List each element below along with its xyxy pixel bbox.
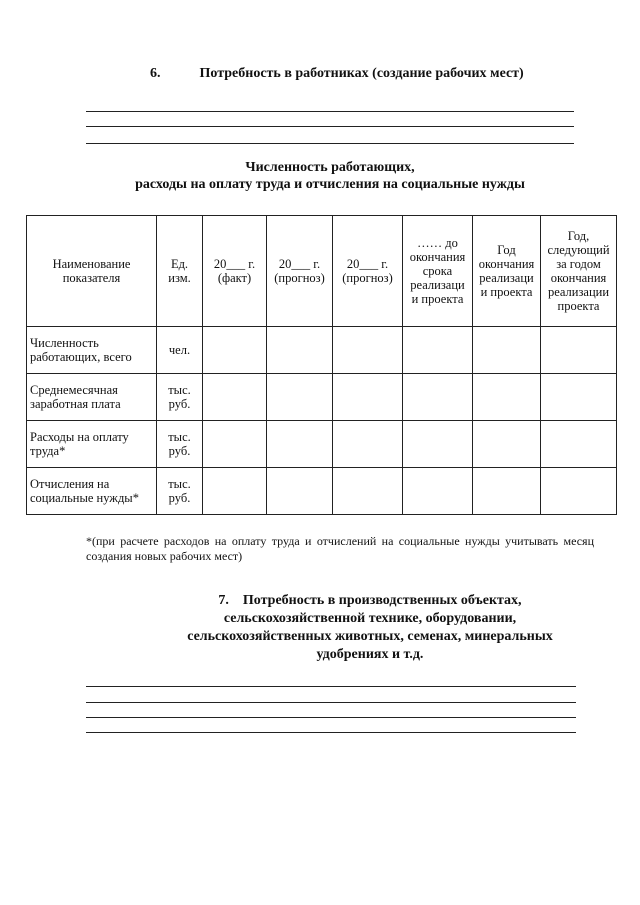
section-6-text: Потребность в работниках (создание рабочих мест) bbox=[199, 66, 524, 81]
value-cell[interactable] bbox=[473, 421, 541, 468]
table-row bbox=[27, 468, 617, 515]
row-unit: тыс. руб. bbox=[157, 374, 203, 421]
fill-line[interactable] bbox=[86, 702, 576, 703]
section-7-line-4: удобрениях и т.д. bbox=[316, 647, 424, 662]
header-indicator-name: Наименование показателя bbox=[27, 216, 157, 327]
row-label: Отчисления на социальные нужды* bbox=[27, 468, 157, 515]
value-cell[interactable] bbox=[333, 374, 403, 421]
fill-line[interactable] bbox=[86, 111, 574, 112]
fill-line[interactable] bbox=[86, 126, 574, 127]
value-cell[interactable] bbox=[267, 468, 333, 515]
section-7-line-3: сельскохозяйственных животных, семенах, минеральных bbox=[187, 629, 553, 644]
table-footnote: *(при расчете расходов на оплату труда и отчислений на социальные нужды учитывать месяц создания новых рабочих мест) bbox=[86, 534, 594, 563]
row-unit: тыс. руб. bbox=[157, 421, 203, 468]
value-cell[interactable] bbox=[203, 327, 267, 374]
section-7-line-2: сельскохозяйственной технике, оборудовании, bbox=[223, 611, 517, 626]
value-cell[interactable] bbox=[333, 327, 403, 374]
value-cell[interactable] bbox=[203, 421, 267, 468]
value-cell[interactable] bbox=[403, 374, 473, 421]
row-label: Расходы на оплату труда* bbox=[27, 421, 157, 468]
value-cell[interactable] bbox=[473, 468, 541, 515]
value-cell[interactable] bbox=[203, 468, 267, 515]
value-cell[interactable] bbox=[473, 374, 541, 421]
header-project-end-year: Год окончания реализаци и проекта bbox=[473, 216, 541, 327]
header-until-project-end: …… до окончания срока реализаци и проекта bbox=[403, 216, 473, 327]
header-year-fact: 20___ г. (факт) bbox=[203, 216, 267, 327]
row-unit: чел. bbox=[157, 327, 203, 374]
table-heading-line-1: Численность работающих, bbox=[245, 160, 415, 175]
table-heading bbox=[80, 159, 580, 193]
fill-line[interactable] bbox=[86, 686, 576, 687]
row-label: Численность работающих, всего bbox=[27, 327, 157, 374]
section-6-number: 6. bbox=[150, 66, 161, 81]
value-cell[interactable] bbox=[541, 374, 617, 421]
table-heading-line-2: расходы на оплату труда и отчисления на социальные нужды bbox=[135, 177, 525, 192]
value-cell[interactable] bbox=[403, 327, 473, 374]
table-row bbox=[27, 421, 617, 468]
header-year-after-project-end: Год, следующий за годом окончания реализации проекта bbox=[541, 216, 617, 327]
header-year-forecast-1: 20___ г. (прогноз) bbox=[267, 216, 333, 327]
table-row bbox=[27, 374, 617, 421]
value-cell[interactable] bbox=[541, 421, 617, 468]
header-unit: Ед. изм. bbox=[157, 216, 203, 327]
section-7-line-1 bbox=[140, 592, 600, 610]
section-7-number: 7. bbox=[218, 593, 229, 608]
value-cell[interactable] bbox=[203, 374, 267, 421]
value-cell[interactable] bbox=[403, 468, 473, 515]
value-cell[interactable] bbox=[541, 327, 617, 374]
fill-line[interactable] bbox=[86, 717, 576, 718]
value-cell[interactable] bbox=[267, 374, 333, 421]
section-6-title bbox=[150, 66, 580, 82]
fill-line[interactable] bbox=[86, 143, 574, 144]
value-cell[interactable] bbox=[541, 468, 617, 515]
row-unit: тыс. руб. bbox=[157, 468, 203, 515]
value-cell[interactable] bbox=[333, 468, 403, 515]
row-label: Среднемесячная заработная плата bbox=[27, 374, 157, 421]
fill-line[interactable] bbox=[86, 732, 576, 733]
table-header-row bbox=[27, 216, 617, 327]
header-year-forecast-2: 20___ г. (прогноз) bbox=[333, 216, 403, 327]
section-7-title bbox=[140, 592, 600, 664]
value-cell[interactable] bbox=[267, 421, 333, 468]
section-7-line-1-text: Потребность в производственных объектах, bbox=[242, 593, 522, 608]
value-cell[interactable] bbox=[403, 421, 473, 468]
value-cell[interactable] bbox=[473, 327, 541, 374]
table-row bbox=[27, 327, 617, 374]
value-cell[interactable] bbox=[333, 421, 403, 468]
value-cell[interactable] bbox=[267, 327, 333, 374]
workforce-table bbox=[26, 215, 617, 515]
